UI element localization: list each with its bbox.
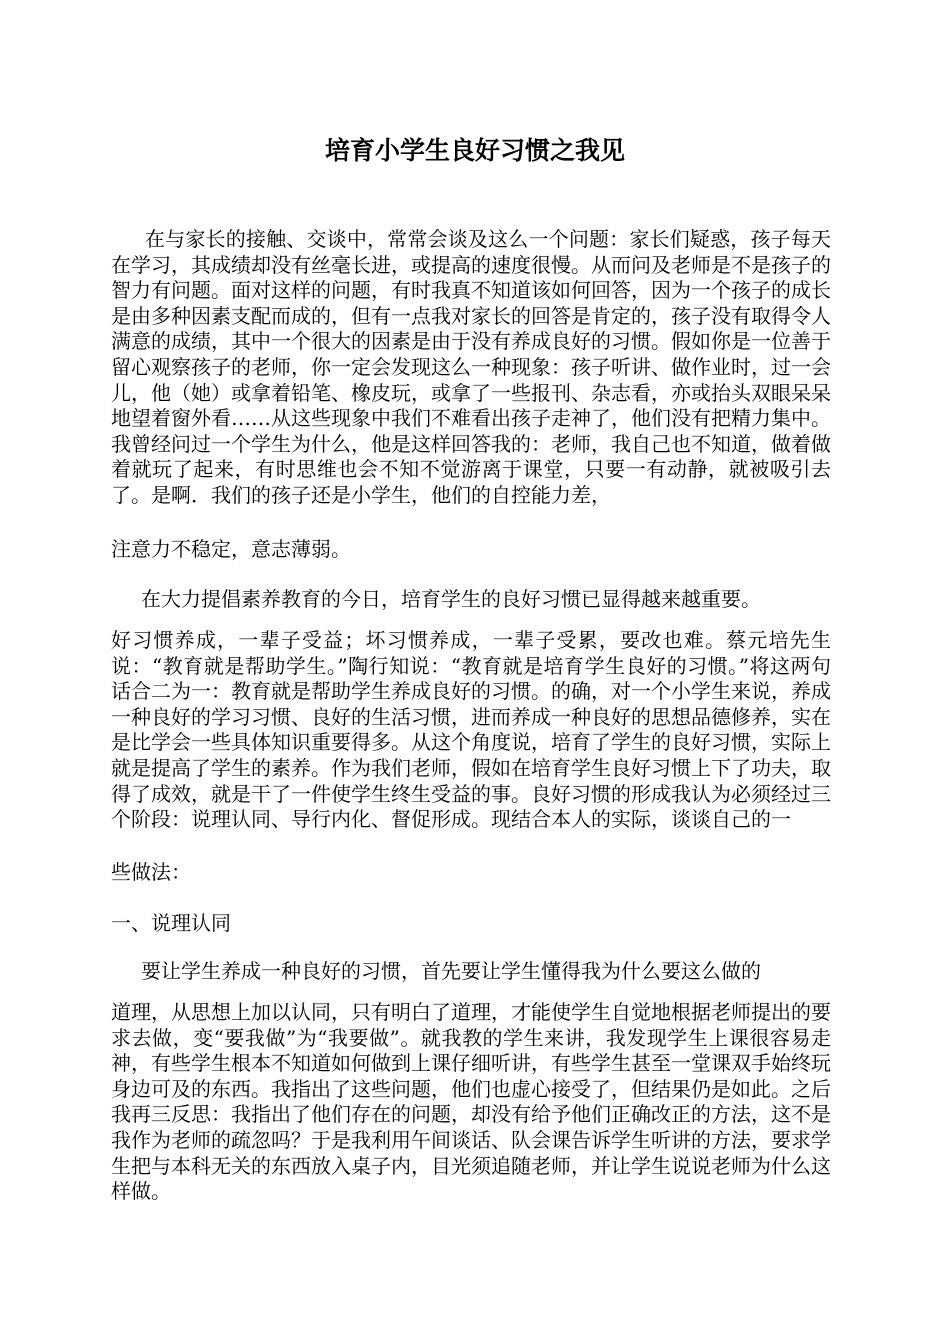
paragraph-section1-start: 要让学生养成一种良好的习惯，首先要让学生懂得我为什么要这么做的 bbox=[141, 959, 761, 983]
document-title: 培育小学生良好习惯之我见 bbox=[324, 136, 625, 165]
paragraph-section1-body: 道理，从思想上加以认同，只有明白了道理，才能使学生自觉地根据老师提出的要求去做，变“要我做”为“我要做”。就我教的学生来讲，我发现学生上课很容易走神，有些学生根本不知道如何做到上课仔细听讲，有些学生甚至一堂课双手始终玩身边可及的东西。我指出了这些问题，他们也虚心接受了，但结果仍是如此。之后我再三反思：我指出了他们存在的问题，却没有给予他们正确改正的方法，这不是我作为老师的疏忽吗？于是我利用午间谈话、队会课告诉学生听讲的方法，要求学生把与本科无关的东西放入桌子内，目光须追随老师，并让学生说说老师为什么这样做。 bbox=[111, 1000, 831, 1204]
section-heading-1: 一、说理认同 bbox=[111, 911, 231, 935]
paragraph-intro-end: 注意力不稳定，意志薄弱。 bbox=[111, 537, 351, 561]
paragraph-intro: 在与家长的接触、交谈中，常常会谈及这么一个问题：家长们疑惑，孩子每天在学习，其成绩却没有丝毫长进，或提高的速度很慢。从而问及老师是不是孩子的智力有问题。面对这样的问题，有时我真不知道该如何回答，因为一个孩子的成长是由多种因素支配而成的，但有一点我对家长的回答是肯定的，孩子没有取得令人满意的成绩，其中一个很大的因素是由于没有养成良好的习惯。假如你是一位善于留心观察孩子的老师，你一定会发现这么一种现象：孩子听讲、做作业时，过一会儿，他（她）或拿着铅笔、橡皮玩，或拿了一些报刊、杂志看，亦或抬头双眼呆呆地望着窗外看……从这些现象中我们不难看出孩子走神了，他们没有把精力集中。我曾经问过一个学生为什么，他是这样回答我的：老师，我自己也不知道，做着做着就玩了起来，有时思维也会不知不觉游离于课堂，只要一有动静，就被吸引去了。是啊．我们的孩子还是小学生，他们的自控能力差， bbox=[111, 227, 831, 507]
paragraph-quotes-end: 些做法： bbox=[111, 860, 191, 884]
paragraph-quotes: 好习惯养成，一辈子受益；坏习惯养成，一辈子受累，要改也难。蔡元培先生说：“教育就是帮助学生。”陶行知说：“教育就是培育学生良好的习惯。”将这两句话合二为一：教育就是帮助学生养成良好的习惯。的确，对一个小学生来说，养成一种良好的学习习惯、良好的生活习惯，进而养成一种良好的思想品德修养，实在是比学会一些具体知识重要得多。从这个角度说，培育了学生的良好习惯，实际上就是提高了学生的素养。作为我们老师，假如在培育学生良好习惯上下了功夫，取得了成效，就是干了一件使学生终生受益的事。良好习惯的形成我认为必须经过三个阶段：说理认同、导行内化、督促形成。现结合本人的实际，谈谈自己的一 bbox=[111, 628, 831, 832]
paragraph-importance: 在大力提倡素养教育的今日，培育学生的良好习惯已显得越来越重要。 bbox=[141, 587, 761, 611]
